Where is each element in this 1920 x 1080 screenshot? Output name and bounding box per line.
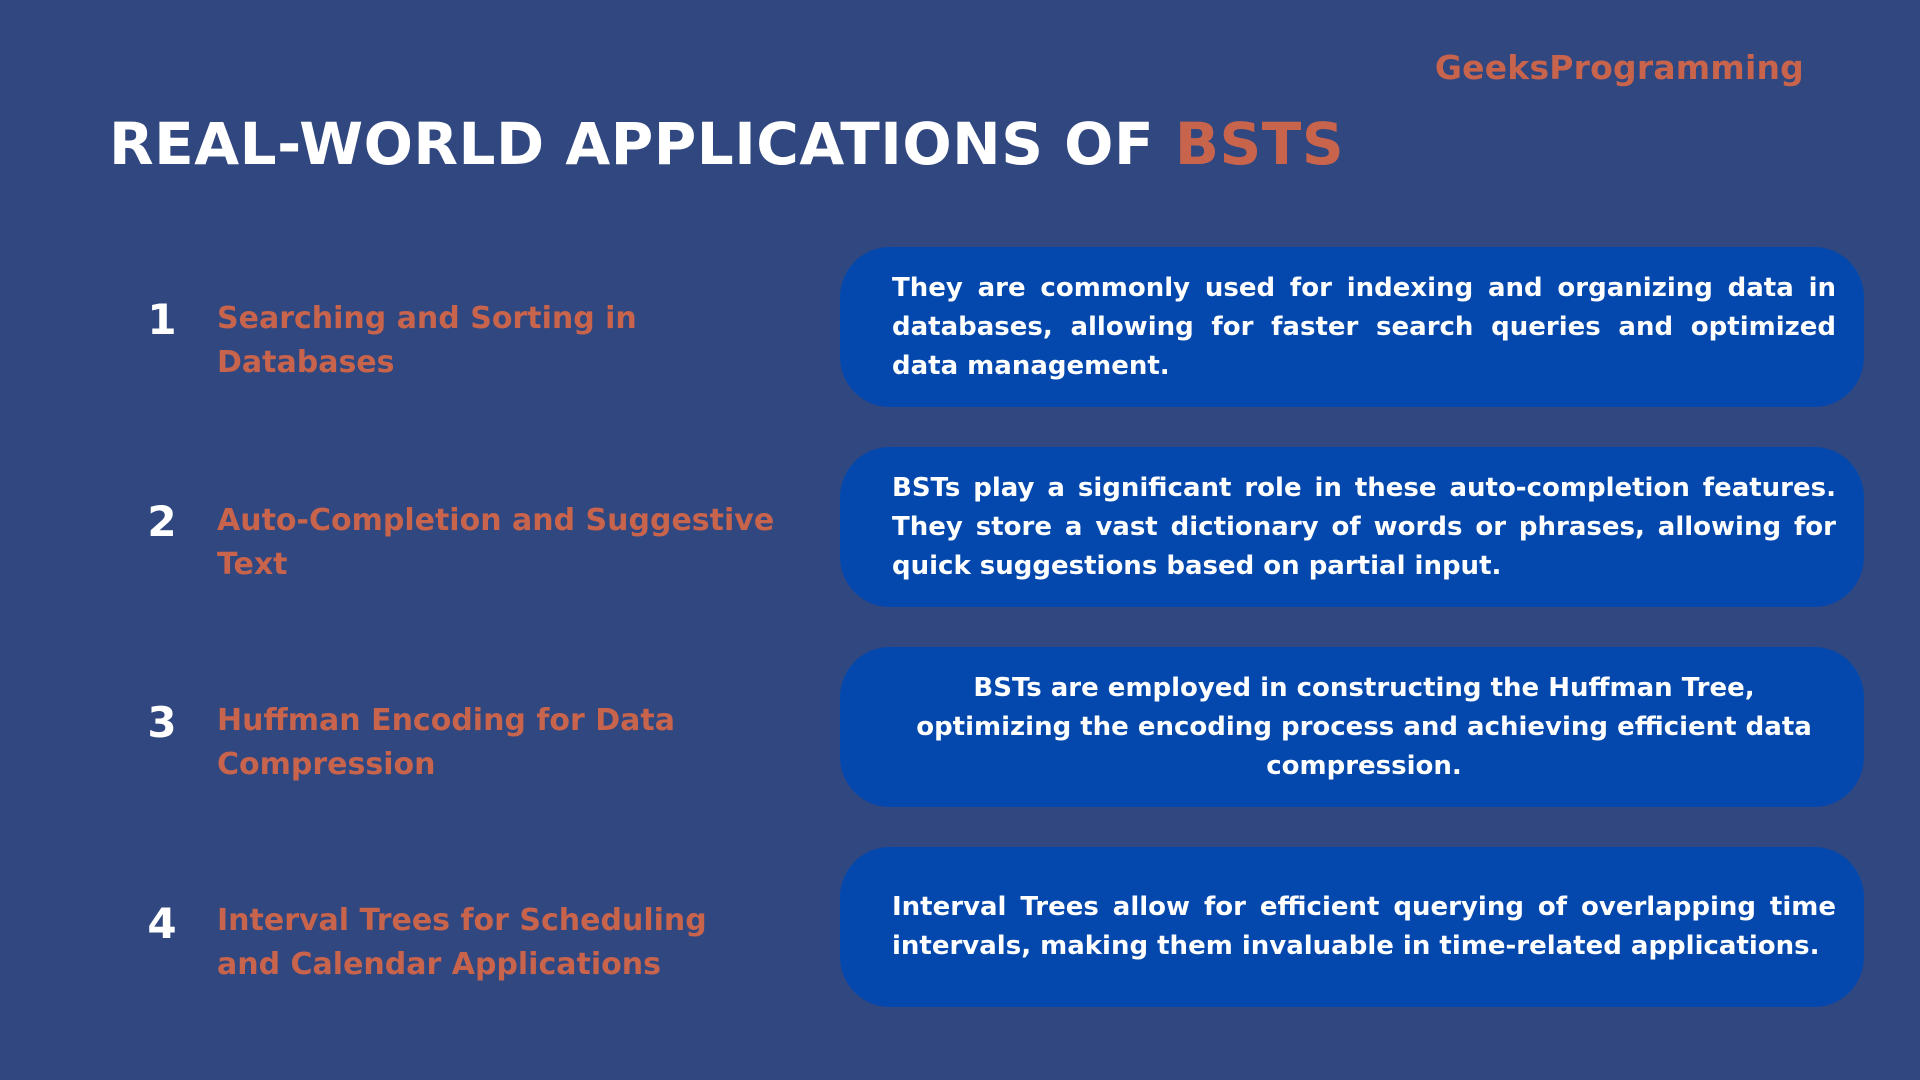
item-description: BSTs are employed in constructing the Huffman Tree, optimizing the encoding process and achieving efficient data compression. bbox=[916, 672, 1812, 781]
description-card bbox=[840, 647, 1864, 807]
item-description: BSTs play a significant role in these auto-completion features. They store a vast dictionary of words or phrases, allowing for quick suggestions based on partial input. bbox=[892, 472, 1836, 581]
application-row-3 bbox=[0, 647, 1920, 807]
item-number: 3 bbox=[147, 698, 177, 747]
item-description: They are commonly used for indexing and organizing data in databases, allowing for faster search queries and optimized data management. bbox=[892, 272, 1836, 381]
item-number: 1 bbox=[147, 295, 177, 344]
item-label: Interval Trees for Scheduling and Calendar Applications bbox=[217, 903, 707, 982]
title-prefix: REAL-WORLD APPLICATIONS OF bbox=[109, 110, 1175, 178]
page-title bbox=[109, 106, 1344, 182]
application-row-1 bbox=[0, 247, 1920, 407]
application-row-4 bbox=[0, 847, 1920, 1007]
item-label: Searching and Sorting in Databases bbox=[217, 301, 637, 380]
description-card bbox=[840, 847, 1864, 1007]
application-row-2 bbox=[0, 447, 1920, 607]
brand-logo-text: GeeksProgramming bbox=[1434, 48, 1804, 87]
description-card bbox=[840, 247, 1864, 407]
item-label: Huffman Encoding for Data Compression bbox=[217, 703, 675, 782]
description-card bbox=[840, 447, 1864, 607]
item-description: Interval Trees allow for efficient querying of overlapping time intervals, making them invaluable in time-related applications. bbox=[892, 892, 1836, 961]
title-accent: BSTS bbox=[1174, 110, 1345, 178]
item-number: 2 bbox=[147, 497, 177, 546]
item-label: Auto-Completion and Suggestive Text bbox=[217, 503, 775, 582]
item-number: 4 bbox=[147, 899, 177, 948]
